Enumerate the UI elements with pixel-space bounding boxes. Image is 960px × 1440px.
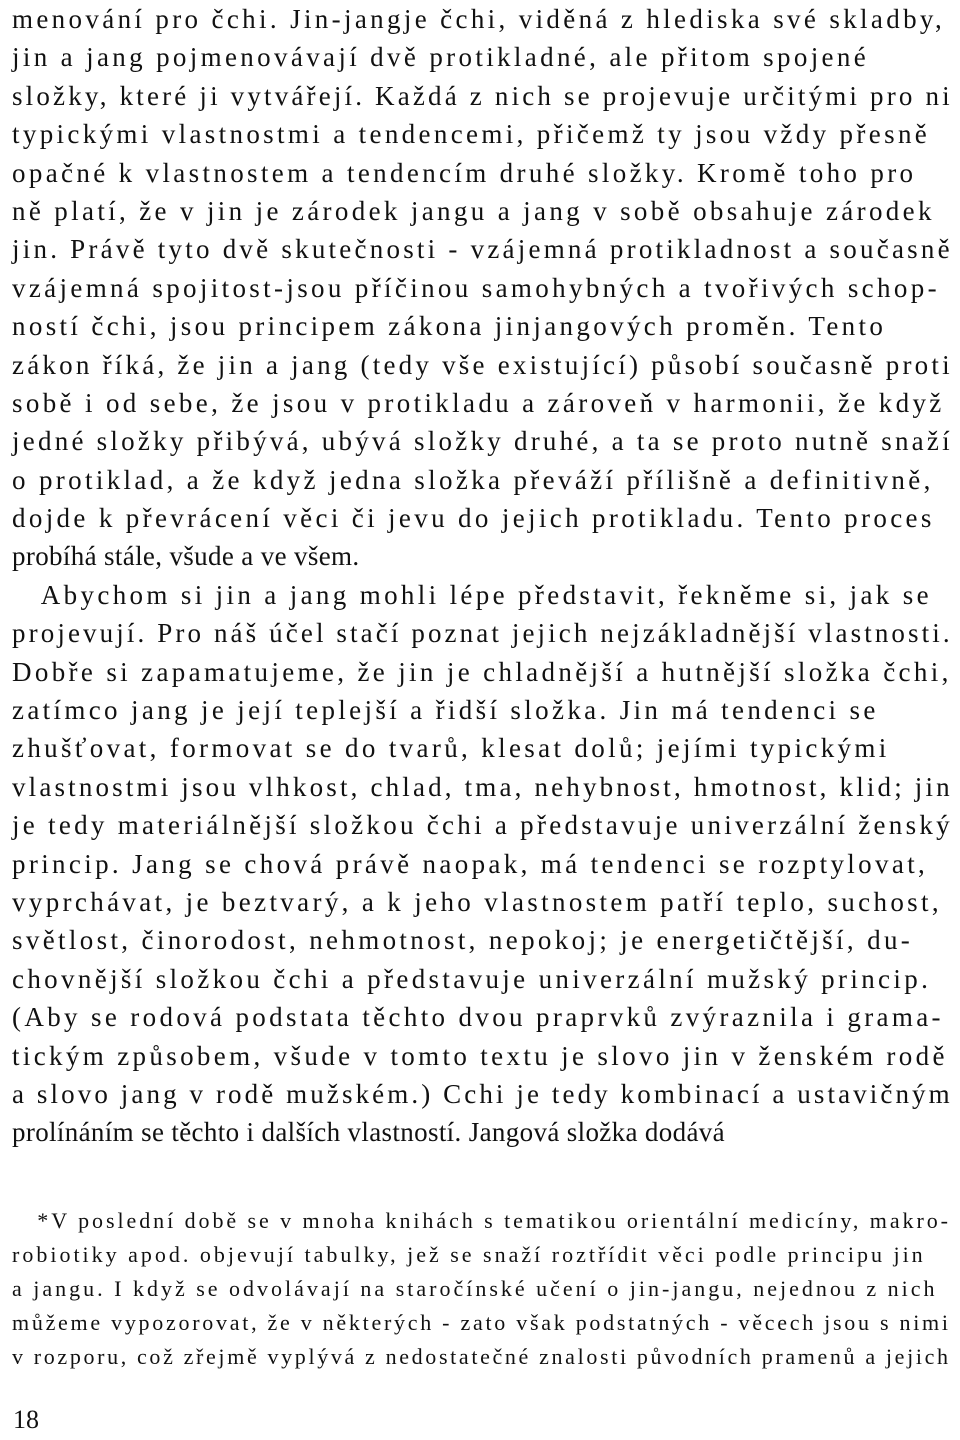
body-line: dojde k převrácení věci či jevu do jejich protikladu. Tento proces xyxy=(12,503,935,534)
footnote-line: robiotiky apod. objevují tabulky, jež se snaží roztřídit věci podle principu jin xyxy=(12,1242,926,1267)
body-line: vlastnostmi jsou vlhkost, chlad, tma, nehybnost, hmotnost, klid; jin xyxy=(12,771,953,802)
body-line: jin. Právě tyto dvě skutečnosti - vzájemná protikladnost a současně xyxy=(12,234,953,265)
body-text xyxy=(12,0,960,1152)
body-line: (Aby se rodová podstata těchto dvou praprvků zvýraznila i grama- xyxy=(12,1002,944,1033)
body-line: zákon říká, že jin a jang (tedy vše existující) působí současně proti xyxy=(12,349,953,380)
footnote-line: můžeme vypozorovat, že v některých - zato však podstatných - věcech jsou s nimi xyxy=(12,1310,951,1335)
body-line: a slovo jang v rodě mužském.) Cchi je tedy kombinací a ustavičným xyxy=(12,1078,953,1109)
body-line: světlost, činorodost, nehmotnost, nepokoj; je energetičtější, du- xyxy=(12,925,914,956)
body-line: projevují. Pro náš účel stačí poznat jejich nejzákladnější vlastnosti. xyxy=(12,618,953,649)
body-line: ností čchi, jsou principem zákona jinjangových proměn. Tento xyxy=(12,311,887,342)
body-line: Dobře si zapamatujeme, že jin je chladnější a hutnější složka čchi, xyxy=(12,656,952,687)
body-line: sobě i od sebe, že jsou v protikladu a zároveň v harmonii, že když xyxy=(12,387,945,418)
body-line: složky, které ji vytvářejí. Každá z nich se projevuje určitými pro ni xyxy=(12,80,953,111)
body-line: Abychom si jin a jang mohli lépe představit, řekněme si, jak se xyxy=(12,579,932,610)
body-line: jedné složky přibývá, ubývá složky druhé, a ta se proto nutně snaží xyxy=(12,426,953,457)
body-line: vzájemná spojitost-jsou příčinou samohybných a tvořivých schop- xyxy=(12,272,940,303)
body-line: vyprchávat, je beztvarý, a k jeho vlastnostem patří teplo, suchost, xyxy=(12,886,942,917)
footnote-line: v rozporu, což zřejmě vyplývá z nedostatečné znalosti původních pramenů a jejich xyxy=(12,1344,951,1369)
body-line: menování pro čchi. Jin-jangje čchi, viděná z hlediska své skladby, xyxy=(12,4,946,34)
body-line: probíhá stále, všude a ve všem. xyxy=(12,541,360,572)
footnote-line: *V poslední době se v mnoha knihách s tematikou orientální medicíny, makro- xyxy=(12,1208,951,1233)
body-line: ně platí, že v jin je zárodek jangu a jang v sobě obsahuje zárodek xyxy=(12,195,935,226)
body-line: o protiklad, a že když jedna složka převáží přílišně a definitivně, xyxy=(12,464,934,495)
body-line: jin a jang pojmenovávají dvě protikladné, ale přitom spojené xyxy=(12,42,870,73)
body-line: opačné k vlastnostem a tendencím druhé složky. Kromě toho pro xyxy=(12,157,917,188)
body-line: je tedy materiálnější složkou čchi a představuje univerzální ženský xyxy=(12,810,953,841)
footnote-line: a jangu. I když se odvolávají na staročínské učení o jin-jangu, nejednou z nich xyxy=(12,1276,938,1301)
body-line: prolínáním se těchto i dalších vlastností. Jangová složka dodává xyxy=(12,1117,725,1148)
footnote xyxy=(12,1204,960,1374)
body-line: chovnější složkou čchi a představuje univerzální mužský princip. xyxy=(12,963,932,994)
body-line: tickým způsobem, všude v tomto textu je slovo jin v ženském rodě xyxy=(12,1040,948,1071)
body-line: princip. Jang se chová právě naopak, má tendenci se rozptylovat, xyxy=(12,848,929,879)
page-number: 18 xyxy=(13,1405,39,1434)
body-line: typickými vlastnostmi a tendencemi, přičemž ty jsou vždy přesně xyxy=(12,119,931,150)
body-line: zhušťovat, formovat se do tvarů, klesat dolů; jejími typickými xyxy=(12,733,890,764)
body-line: zatímco jang je její teplejší a řidší složka. Jin má tendenci se xyxy=(12,695,879,726)
